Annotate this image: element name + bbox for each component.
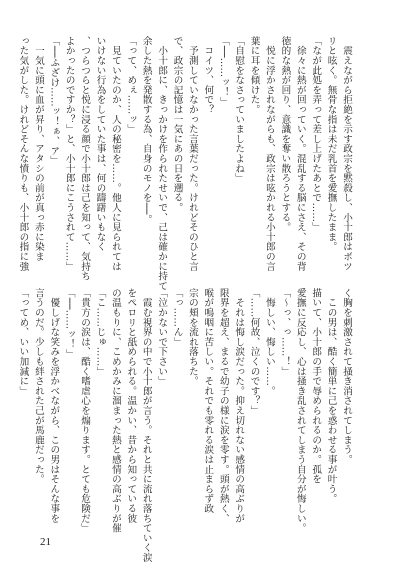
- text-column: の温もりに、こめかみに溜まった熱と感情の高ぶりが催: [109, 288, 121, 533]
- text-column: 「っ……ん」: [171, 288, 183, 347]
- page-number: 21: [40, 536, 51, 548]
- text-column: 優しげな笑みを浮かべながら、この男はそんな事を: [48, 288, 60, 524]
- text-column: 描いて、小十郎の手で辱められるのか。孤を: [310, 288, 322, 484]
- text-column: った気がした。けれどそんな憤りも、小十郎の指に強: [17, 36, 29, 272]
- text-column: 「自慰をなさっていましたよね」: [233, 36, 245, 183]
- text-column: 「──……ッ！」: [217, 36, 229, 107]
- text-column: で、政宗の記憶は一気にあの日を遡る。: [171, 36, 183, 213]
- text-column: コイツ、何で？: [202, 36, 214, 115]
- text-column: 徳的な熱が回り、意識を奪い散ろうとする。: [279, 36, 291, 232]
- text-column: く胸を刺激されて掻き消されてしまう。: [341, 288, 352, 465]
- text-column: 悦に浮かされながらも、政宗は呟かれる小十郎の言: [263, 36, 275, 272]
- text-column: 葉に耳を傾けた。: [248, 36, 260, 115]
- text-column: 「泣かないで下さい」: [156, 288, 168, 386]
- text-column: 霞む視界の中で小十郎が言う。それと共に流れ落ちていく涙: [140, 288, 152, 563]
- text-column: 徐々に熱が回っていく。混乱する脳にさえ、その背: [294, 36, 306, 272]
- text-column: 「なが此処を弄って差し上げたあとで……」: [310, 36, 322, 232]
- text-column: 宗の頬を流れ落ちた。: [186, 288, 198, 386]
- text-column: 「……何故、泣くのです？」: [248, 288, 260, 416]
- text-column: それは悔し涙だった。抑え切れない感情の高ぶりが: [233, 288, 245, 524]
- text-column: 言うのだ。少しも絆された己が馬鹿だった。: [32, 288, 44, 484]
- text-column: 「貴方の涙は、酷く嗜虐心を煽ります。とても危険だ」: [79, 288, 91, 533]
- text-column: 愛撫に反応し、心は掻き乱されてしまう自分が悔しい。: [294, 288, 306, 533]
- text-column: 小十郎に、きっかけを作られたせいで、己は確かに持て: [156, 36, 168, 291]
- text-column: 悔しい、悔しい……。: [263, 288, 275, 396]
- text-column: 震えながら拒絶を示す政宗を黙殺し、小十郎はボツ: [341, 36, 352, 272]
- text-column: 一気に頭に血が昇り、アタシの前が真っ赤に染ま: [32, 36, 44, 262]
- text-column: 「って、めぇ……ッ」: [125, 36, 137, 134]
- upper-text-block: [15, 36, 354, 291]
- text-column: 限界を超え、まるで幼子の様に涙を零す。頭が熱く、: [217, 288, 229, 524]
- text-column: 「ってめ、いい加減に」: [17, 288, 29, 396]
- text-column: 「こ……じゅ……」: [94, 288, 106, 377]
- text-column: いけない行為をしていた事は、何の躊躇いもなく: [94, 36, 106, 252]
- text-column: 喉が鳴咽に苦しい。それでも零れる涙は止まらず政: [202, 288, 214, 514]
- text-column: 「──……ッ！」: [63, 288, 75, 359]
- text-column: 「──ふざけ……ッ！ぁ、ア」: [48, 36, 60, 166]
- text-column: をぺロリと舐められる。温かい、昔から知っている彼: [125, 288, 137, 524]
- text-column: 余した熱を発散する為、自身のモノを──。: [140, 36, 152, 225]
- text-column: この男は、酷く簡単に己を惑わせる事が叶う。: [325, 288, 337, 504]
- text-column: 見ていたのか、人の秘密を……。他人に見られては: [109, 36, 121, 272]
- text-column: 、つらつらと悦に浸る顔で小十郎は己を知って、気持ち: [79, 36, 91, 281]
- text-column: 予測していなかった言葉だった。けれどそのひと言: [186, 36, 198, 272]
- text-column: 「〜っ、っ……！」: [279, 288, 291, 377]
- text-column: よかったのですか？」と、小十郎にこうされて……」: [63, 36, 75, 272]
- text-column: リと呟く。無骨な指は未だ乳首を愛撫したまま。: [325, 36, 337, 252]
